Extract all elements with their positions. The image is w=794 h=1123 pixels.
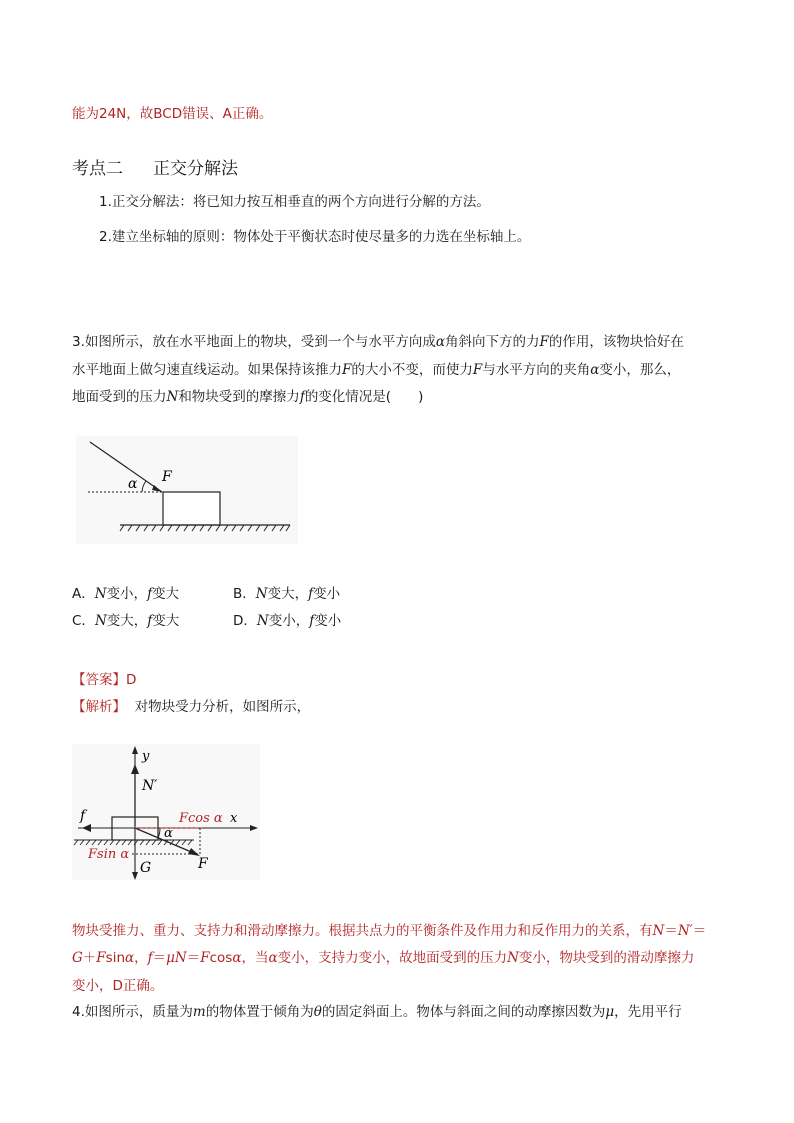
section-point-2: 2.建立坐标轴的原则：物体处于平衡状态时使尽量多的力选在坐标轴上。	[99, 229, 531, 245]
option-c: C．N变大，f变大	[72, 613, 180, 629]
applied-force-label: F	[198, 856, 208, 872]
analysis-intro: 对物块受力分析，如图所示，	[134, 699, 311, 715]
explanation-line-2: G＋Fsinα，f＝μN＝Fcosα，当α变小，支持力变小，故地面受到的压力N变小，物块受到的滑动摩擦力	[72, 950, 695, 966]
fsin-label: Fsin α	[88, 847, 130, 862]
explanation-line-1: 物块受推力、重力、支持力和滑动摩擦力。根据共点力的平衡条件及作用力和反作用力的关系，有N＝N′＝	[72, 923, 707, 939]
option-b: B．N变大，f变小	[233, 586, 341, 602]
force-label: F	[162, 469, 172, 485]
q3-line-2: 水平地面上做匀速直线运动。如果保持该推力F的大小不变，而使力F与水平方向的夹角α变小，那么，	[72, 362, 681, 378]
section-point-1: 1.正交分解法：将已知力按互相垂直的两个方向进行分解的方法。	[99, 194, 490, 210]
block	[163, 492, 220, 525]
alpha-label: α	[164, 826, 173, 841]
q3-line-3: 地面受到的压力N和物块受到的摩擦力f的变化情况是( )	[72, 389, 424, 405]
q3-line-1: 3.如图所示，放在水平地面上的物块，受到一个与水平方向成α角斜向下方的力F的作用，该物块恰好在	[72, 334, 684, 350]
friction-label: f	[80, 808, 86, 824]
x-label: x	[230, 811, 238, 826]
analysis-line	[72, 695, 310, 715]
fcos-label: Fcos α	[179, 811, 223, 826]
section-number: 考点二	[72, 159, 123, 179]
option-a: A．N变小，f变大	[72, 586, 180, 602]
answer-value: D	[126, 672, 137, 688]
normal-force-label: N′	[142, 778, 158, 794]
q3-figure-free-body	[72, 744, 260, 880]
option-d: D．N变小，f变小	[233, 613, 342, 629]
explanation-line-3: 变小，D正确。	[72, 978, 164, 994]
answer-line	[72, 668, 136, 688]
previous-conclusion: 能为24N，故BCD错误、A正确。	[72, 106, 273, 122]
section-title: 正交分解法	[153, 159, 238, 179]
q3-figure-block-force	[76, 436, 298, 544]
alpha-label: α	[128, 476, 138, 492]
gravity-label: G	[140, 860, 152, 876]
section-heading	[72, 154, 238, 179]
answer-tag: 【答案】	[72, 672, 126, 688]
q4-line-1: 4.如图所示，质量为m的物体置于倾角为θ的固定斜面上。物体与斜面之间的动摩擦因数为μ，先用平行	[72, 1004, 682, 1020]
y-label: y	[142, 749, 150, 764]
analysis-tag: 【解析】	[72, 699, 126, 715]
